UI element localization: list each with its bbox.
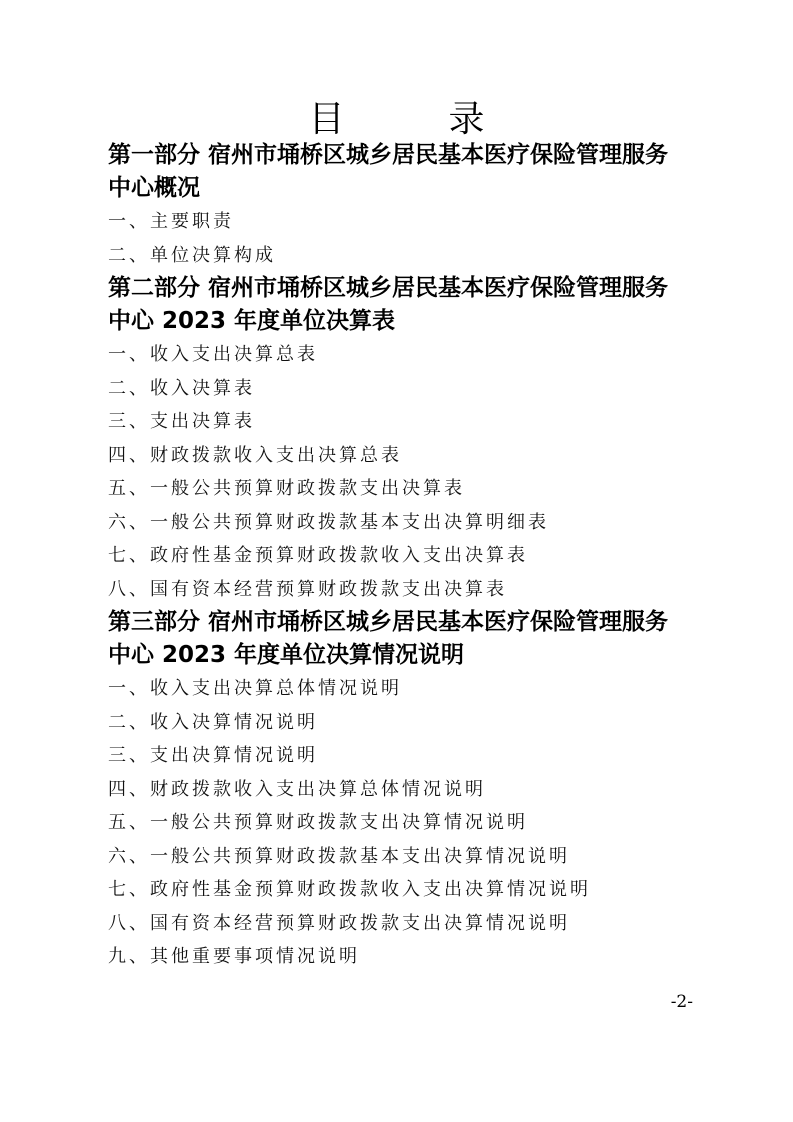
section-heading-line: 中心 2023 年度单位决算情况说明	[108, 642, 465, 668]
table-of-contents	[108, 139, 708, 974]
toc-item: 五、一般公共预算财政拨款支出决算表	[108, 478, 465, 499]
toc-item: 二、收入决算表	[108, 377, 255, 399]
toc-item: 一、收入支出决算总体情况说明	[108, 678, 402, 699]
section-heading-line: 中心 2023 年度单位决算表	[108, 308, 396, 334]
page-title: 目 录	[308, 99, 519, 140]
toc-item: 三、支出决算情况说明	[108, 745, 318, 766]
section-heading-3	[108, 606, 708, 672]
toc-item: 三、支出决算表	[108, 411, 255, 432]
toc-item: 七、政府性基金预算财政拨款收入支出决算情况说明	[108, 879, 591, 900]
section-heading-1	[108, 139, 708, 205]
toc-item: 四、财政拨款收入支出决算总表	[108, 444, 402, 466]
toc-item: 八、国有资本经营预算财政拨款支出决算表	[108, 578, 507, 600]
toc-item: 八、国有资本经营预算财政拨款支出决算情况说明	[108, 912, 570, 934]
section-heading-line: 第一部分 宿州市埇桥区城乡居民基本医疗保险管理服务	[108, 142, 669, 168]
section-heading-line: 第三部分 宿州市埇桥区城乡居民基本医疗保险管理服务	[108, 609, 669, 635]
page-number: -2-	[670, 992, 693, 1012]
toc-item: 四、财政拨款收入支出决算总体情况说明	[108, 778, 486, 800]
toc-item: 二、收入决算情况说明	[108, 711, 318, 733]
section-heading-2	[108, 272, 708, 338]
toc-item: 一、主要职责	[108, 211, 234, 232]
toc-item: 二、单位决算构成	[108, 244, 276, 266]
toc-item: 一、收入支出决算总表	[108, 344, 318, 365]
toc-item: 六、一般公共预算财政拨款基本支出决算明细表	[108, 511, 549, 533]
section-heading-line: 中心概况	[108, 175, 200, 201]
toc-item: 五、一般公共预算财政拨款支出决算情况说明	[108, 812, 528, 833]
section-heading-line: 第二部分 宿州市埇桥区城乡居民基本医疗保险管理服务	[108, 275, 669, 301]
toc-item: 七、政府性基金预算财政拨款收入支出决算表	[108, 545, 528, 566]
toc-item: 六、一般公共预算财政拨款基本支出决算情况说明	[108, 845, 570, 867]
toc-item: 九、其他重要事项情况说明	[108, 946, 360, 967]
